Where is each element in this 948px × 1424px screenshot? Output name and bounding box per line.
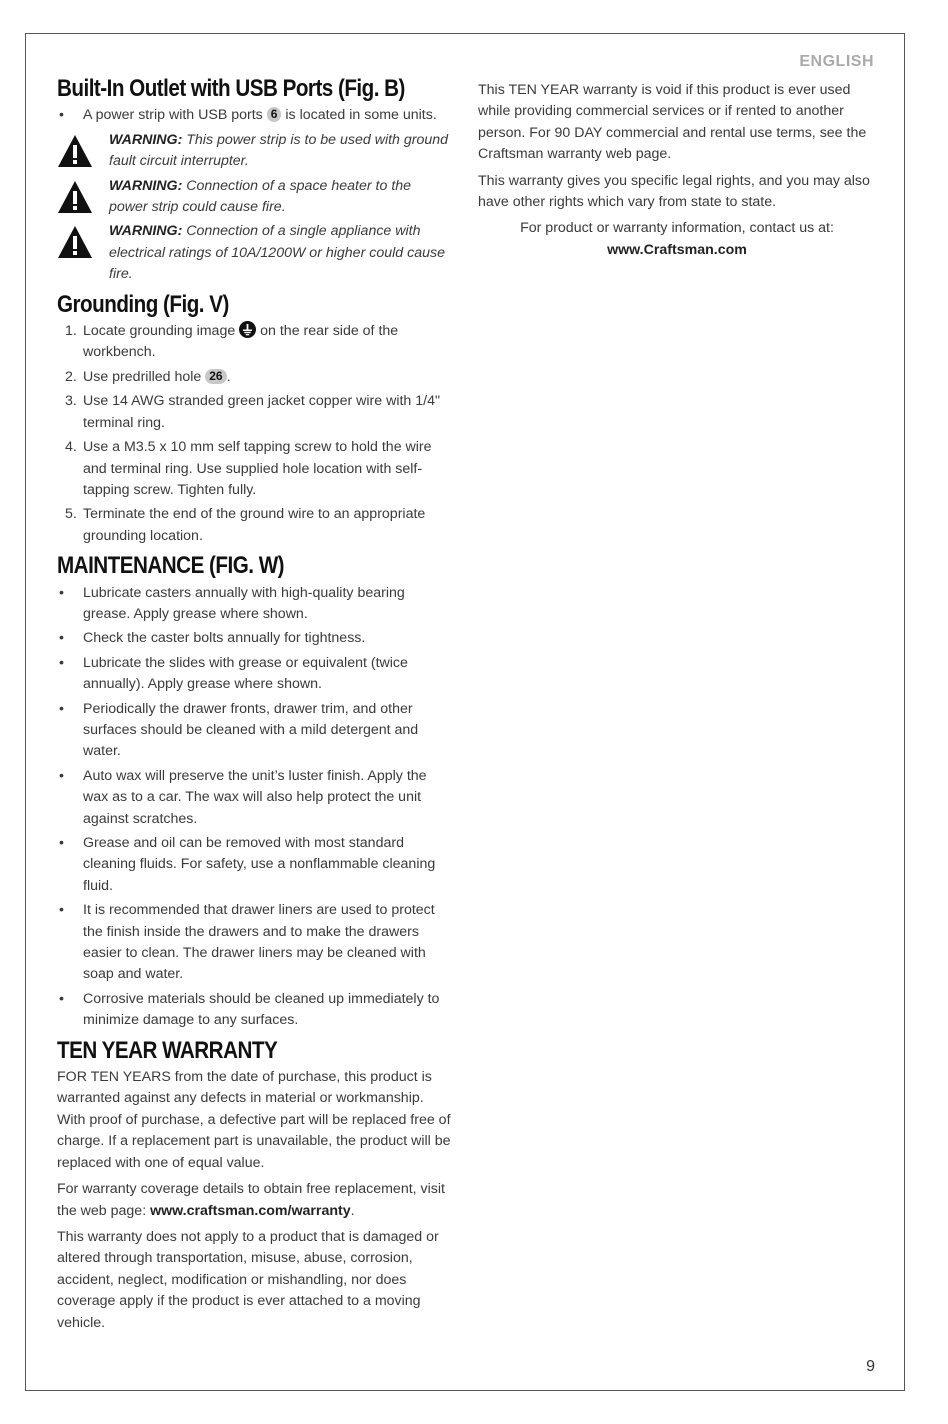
list-item: • Periodically the drawer fronts, drawer trim, and other surfaces should be cleaned with a mild detergent and water. xyxy=(59,700,419,760)
warranty-paragraph: This warranty does not apply to a product that is damaged or altered through transportation, misuse, abuse, corrosion, accident, neglect, modification or mishandling, nor does coverage apply if the product is ever attached to a moving vehicle. xyxy=(57,1228,439,1331)
warning-block: WARNING: Connection of a single appliance with electrical ratings of 10A/1200W or higher could cause fire. xyxy=(57,221,452,285)
website-link[interactable]: www.Craftsman.com xyxy=(607,241,747,258)
list-item: • Corrosive materials should be cleaned up immediately to minimize damage to any surfaces. xyxy=(59,990,440,1029)
list-item: • It is recommended that drawer liners are used to protect the finish inside the drawers and to make the drawers easier to clean. The drawer liners may be cleaned with soap and water. xyxy=(59,902,435,983)
right-column xyxy=(478,80,876,261)
warning-triangle-icon xyxy=(57,180,93,214)
warranty-void-paragraph: This TEN YEAR warranty is void if this product is ever used while providing commercial services or if rented to another person. For 90 DAY commercial and rental use terms, see the Craftsman warranty web page. xyxy=(478,82,867,163)
ground-symbol-icon xyxy=(239,321,256,338)
list-item: • Auto wax will preserve the unit’s luster finish. Apply the wax as to a car. The wax will also help protect the unit against scratches. xyxy=(59,767,427,827)
list-item: 1. Locate grounding image on the rear side of the workbench. xyxy=(65,323,399,361)
list-item: 5. Terminate the end of the ground wire to an appropriate grounding location. xyxy=(65,506,426,544)
usb-section-title: Built-In Outlet with USB Ports (Fig. B) xyxy=(57,75,405,102)
contact-text: For product or warranty information, contact us at: xyxy=(520,220,834,237)
hole-number-badge: 26 xyxy=(205,369,226,384)
legal-rights-paragraph: This warranty gives you specific legal rights, and you may also have other rights which vary from state to state. xyxy=(478,172,870,211)
list-item: • A power strip with USB ports 6 is located in some units. xyxy=(59,107,437,124)
grounding-section-title: Grounding (Fig. V) xyxy=(57,290,229,318)
language-label: ENGLISH xyxy=(799,53,874,70)
warning-block: WARNING: This power strip is to be used with ground fault circuit interrupter. xyxy=(57,130,452,173)
usb-bullet-list xyxy=(57,105,452,126)
port-number-badge: 6 xyxy=(267,107,282,122)
warning-triangle-icon xyxy=(57,134,93,168)
list-item: 3. Use 14 AWG stranded green jacket copper wire with 1/4" terminal ring. xyxy=(65,393,441,431)
list-item: • Lubricate the slides with grease or equivalent (twice annually). Apply grease where shown. xyxy=(59,654,408,693)
warranty-paragraph: For warranty coverage details to obtain free replacement, visit the web page: www.craftsman.com/warranty. xyxy=(57,1181,445,1219)
warranty-section-title: TEN YEAR WARRANTY xyxy=(57,1036,278,1064)
list-item: 4. Use a M3.5 x 10 mm self tapping screw to hold the wire and terminal ring. Use supplied hole location with self-tapping screw. Tighten fully. xyxy=(65,439,432,498)
warranty-link[interactable]: www.craftsman.com/warranty xyxy=(150,1202,351,1219)
maintenance-list xyxy=(57,583,452,1032)
list-item: • Grease and oil can be removed with most standard cleaning fluids. For safety, use a nonflammable cleaning fluid. xyxy=(59,835,436,894)
list-item: • Check the caster bolts annually for tightness. xyxy=(59,630,366,647)
grounding-steps xyxy=(57,321,452,547)
warranty-paragraph: FOR TEN YEARS from the date of purchase, this product is warranted against any defects in material or workmanship. With proof of purchase, a defective part will be replaced free of charge. If a replacement part is unavailable, the product will be replaced with one of equal value. xyxy=(57,1069,451,1171)
list-item: • Lubricate casters annually with high-quality bearing grease. Apply grease where shown. xyxy=(59,584,405,622)
maintenance-section-title: MAINTENANCE (FIG. W) xyxy=(57,552,285,580)
list-item: 2. Use predrilled hole 26 . xyxy=(65,368,231,385)
left-column xyxy=(57,75,452,1339)
warning-block: WARNING: Connection of a space heater to the power strip could cause fire. xyxy=(57,176,452,219)
page-number: 9 xyxy=(866,1358,875,1375)
warning-triangle-icon xyxy=(57,225,93,259)
